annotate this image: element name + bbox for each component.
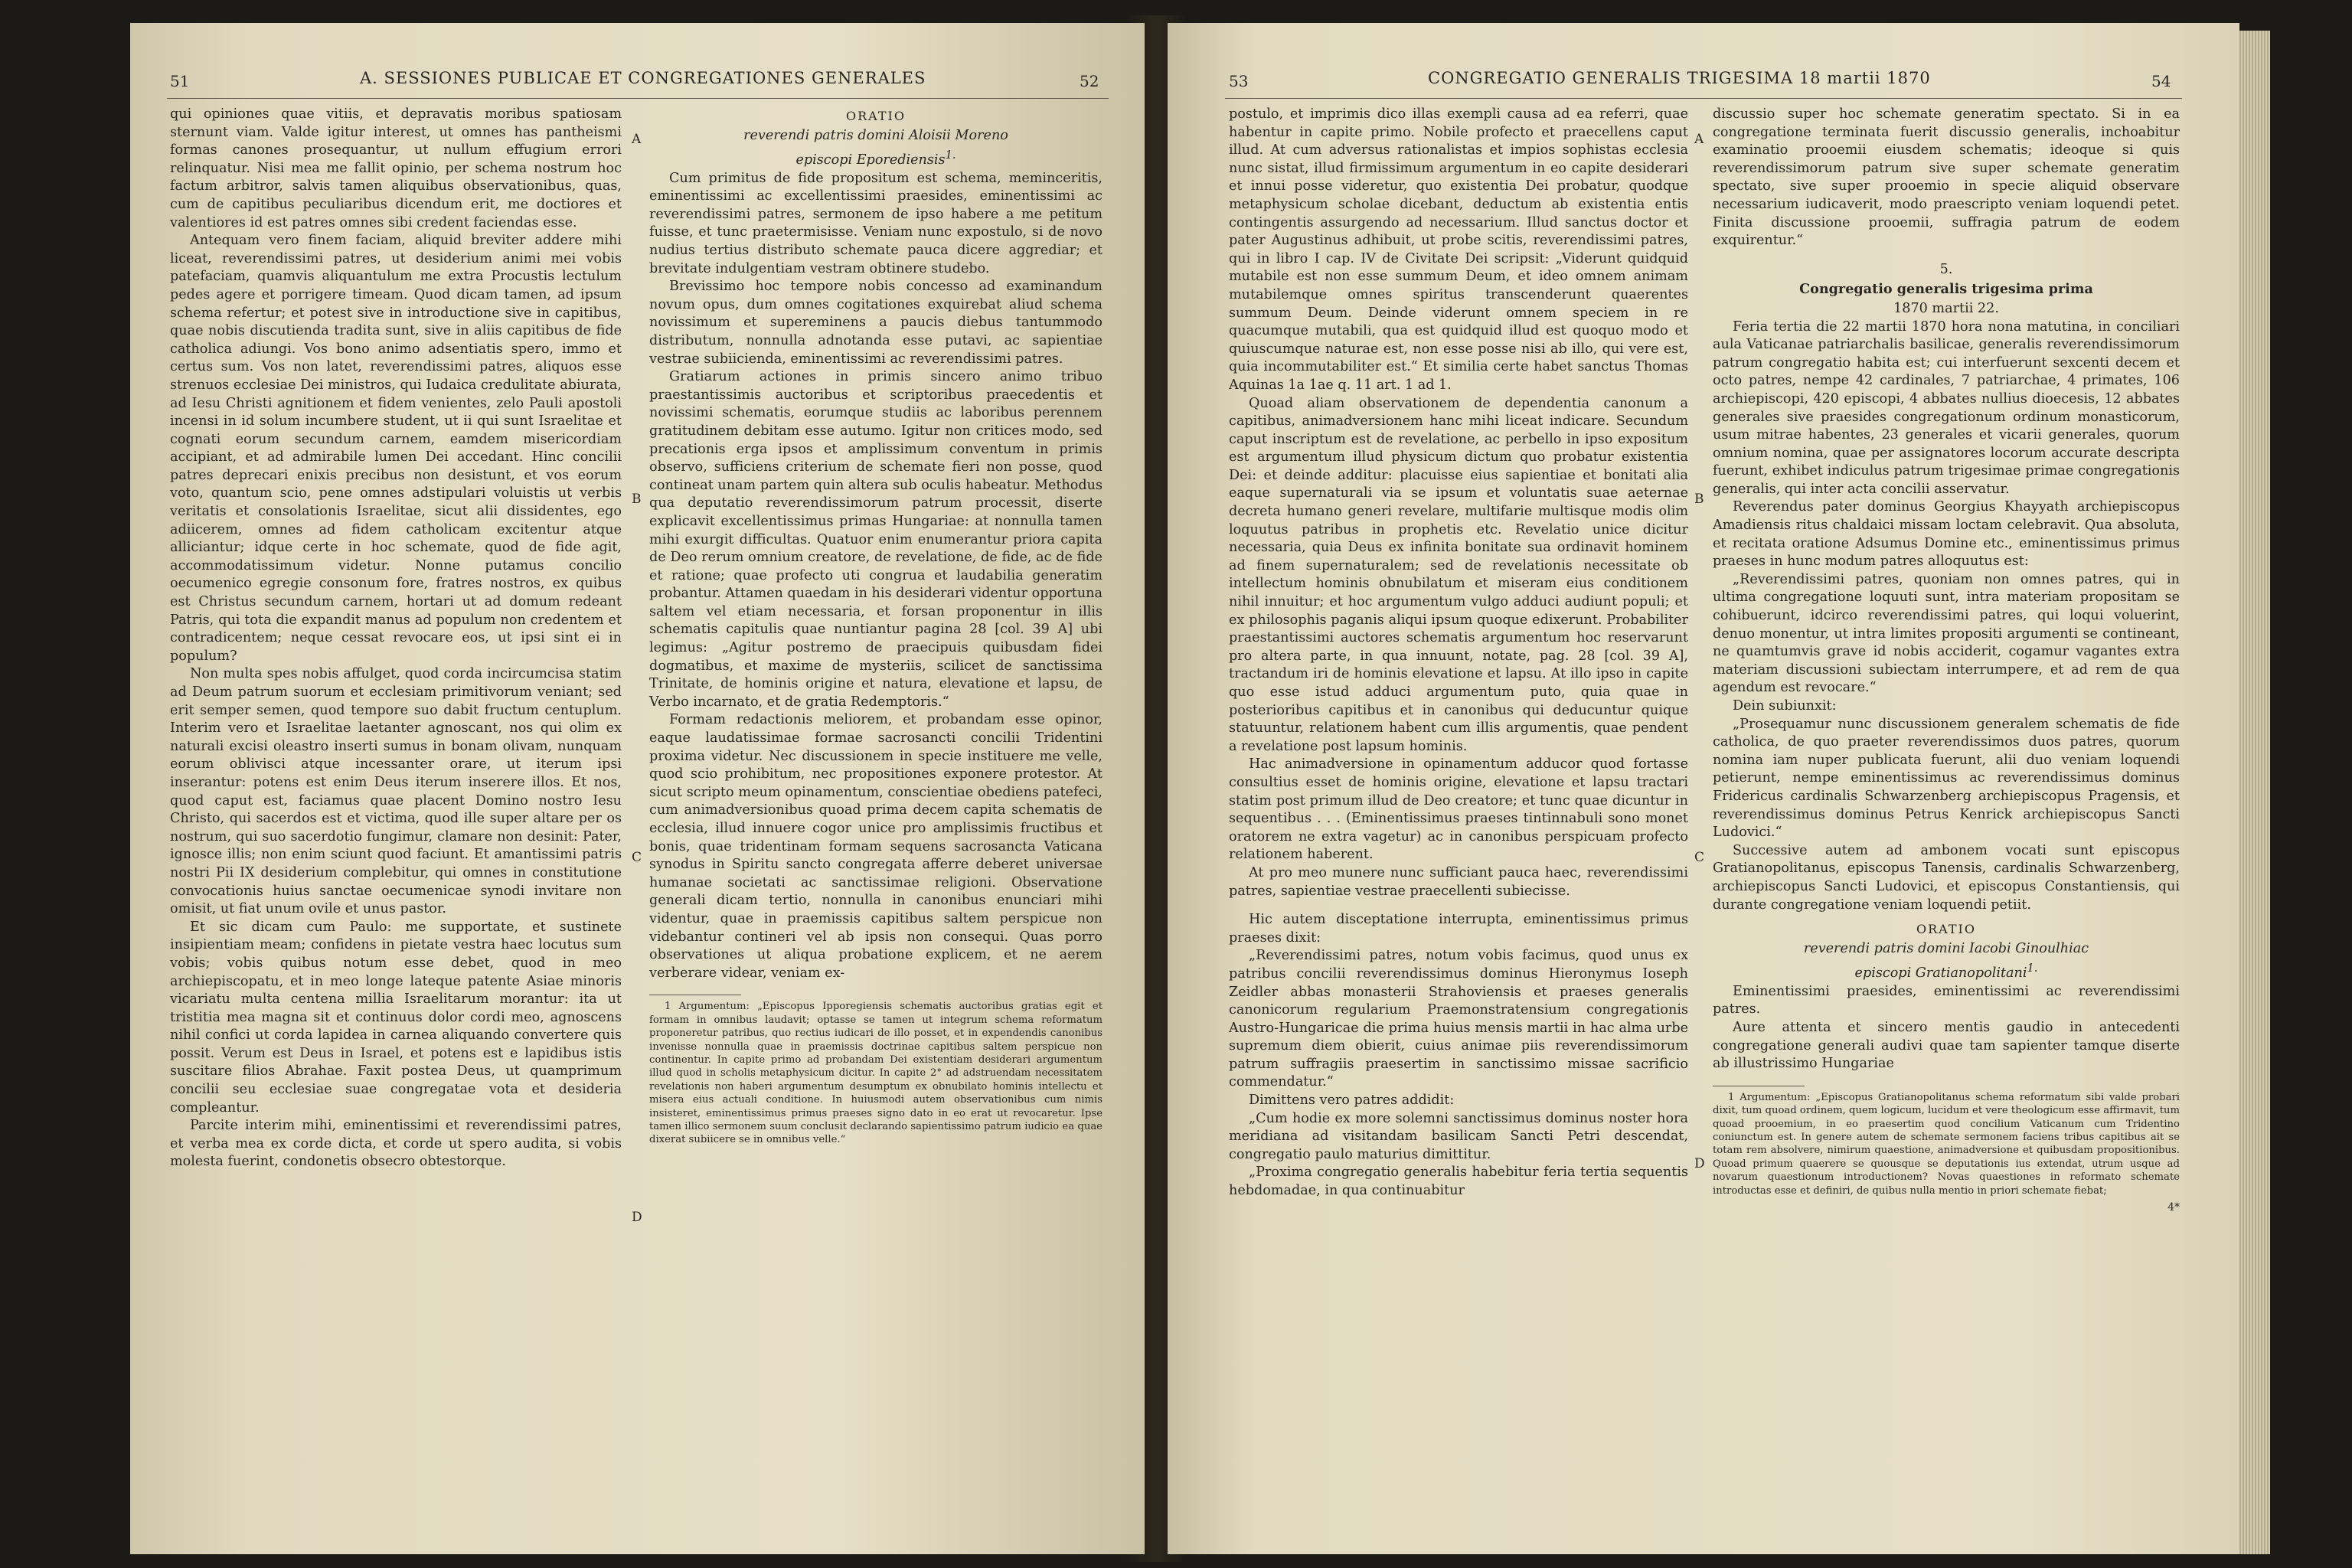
paragraph: Non multa spes nobis affulget, quod corda incircumcisa statim ad Deum patrum suorum et ecclesiam primitivorum veniant; sed erit semper semen, quod tempore suo dabit fructum centuplum. Interim vero et Israelitae laetanter agnoscant, nos qui olim ex naturali excisi oleastro inserti sumus in bonam olivam, nunquam eorum oblivisci atque incessanter orare, ut iterum ipsi inserantur: potens est enim Deus iterum inserere illos. Et nos, quod caput est, faciamus quae placent Domino nostro Iesu Christo, qui sacerdos est et victima, quod ille super altare per os nostrum, qui suo sacerdotio fungimur, clamare non desinit: Pater, ignosce illis; non enim sciunt quod faciunt. Et amantissimi patris nostri Pii IX desiderium complebitur, qui omnes in constitutione convocationis huius sanctae oecumenicae synodi invitare non omisit, ut fiat unum ovile et unus pastor. — [170, 666, 622, 917]
paragraph: „Cum hodie ex more solemni sanctissimus dominus noster hora meridiana ad visitandam basilicam Sancti Petri descendat, congregatio paulo maturius dimittitur. — [1229, 1110, 1688, 1162]
section-number: 5. — [1939, 261, 1953, 277]
right-page-column-2 — [1713, 106, 2180, 1217]
signature-mark: 4* — [2167, 1200, 2180, 1214]
paragraph: Successive autem ad ambonem vocati sunt episcopus Gratianopolitanus, episcopus Tanensis, cardinalis Schwarzenberg, archiepiscopus Sancti Ludovici, et episcopus Constantiensis, qui durante congregatione veniam loquendi petiit. — [1713, 842, 2180, 913]
header-rule — [1225, 98, 2182, 99]
paragraph: „Proxima congregatio generalis habebitur feria tertia sequentis hebdomadae, in qua continuabitur — [1229, 1165, 1688, 1199]
paragraph: „Reverendissimi patres, quoniam non omnes patres, qui in ultima congregatione loquuti sunt, intra materiam propositam se cohibuerunt, idcirco reverendissimi patres, qui loqui voluerint, denuo monentur, ut intra limites propositi argumenti se contineant, ne quamtumvis grave id nobis acciderit, cogamur vagantes extra materiam discussioni subiectam interrumpere, et ad rem de qua agendum est revocare.“ — [1713, 571, 2180, 696]
footnote-text: 1 Argumentum: „Episcopus Gratianopolitanus schema reformatum sibi valde probari dixit, tum quoad ordinem, quem logicum, lucidum et vere theologicum esse affirmavit, tum quoad prooemium, in eo praesertim quod concilium Vaticanum cum Tridentino coniunctum est. In genere autem de schemate sermonem faciens tribus capitibus ait se totam rem absolvere, nimirum quaestione, animadversione et quibusdam propositionibus. Quoad primum quaerere se quousque se deputationis ius extendat, utrum usque ad novarum quaestionum introductionem? Novas quaestiones in reformato schemate introductas esse et definiri, de quibus nulla mentio in priori schemate fiebat; — [1713, 1091, 2180, 1197]
paragraph: Dimittens vero patres addidit: — [1249, 1093, 1455, 1109]
speaker-see-text: episcopi Gratianopolitani — [1854, 965, 2027, 982]
paragraph: Feria tertia die 22 martii 1870 hora nona matutina, in conciliari aula Vaticanae patriarchalis basilicae, generalis reverendissimorum patrum congregatio habita est; cui interfuerunt sexcenti decem et octo patres, nempe 42 cardinales, 7 patriarchae, 4 primates, 106 archiepiscopi, 420 episcopi, 4 abbates nullius dioecesis, 12 abbates generales sive praesides congregationum ordinum monasticorum, usum mitrae habentes, 23 generales et vicarii generales, quorum omnium nomina, quae per assignatores locorum accurate descripta fuerunt, exhibet indiculus patrum trigesimae primae congregationis generalis, qui inter acta concilii asservatur. — [1713, 318, 2180, 497]
paragraph: Aure attenta et sincero mentis gaudio in antecedenti congregatione generali audivi quae tam sapienter tamque diserte ab illustrissimo Hungariae — [1713, 1019, 2180, 1072]
section-title: Congregatio generalis trigesima prima — [1799, 281, 2093, 298]
left-page — [130, 23, 1145, 1554]
running-header-left: A. SESSIONES PUBLICAE ET CONGREGATIONES GENERALES — [360, 69, 926, 87]
paragraph: Formam redactionis meliorem, et probandam esse opinor, eaque laudatissimae formae sacrosancti concilii Tridentini proxima videtur. Nec discussionem in specie instituere me velle, quod scio prohibitum, nec propositiones exponere protestor. At sicut scripto meum opinamentum, conscientiae obediens patefeci, cum animadversionibus quoad prima decem capita schematis de ecclesia, illud innuere cogor unice pro amplissimis fructibus et bonis, quae tridentinam formam sequens sacrosancta Vaticana synodus in Spiritu sancto congregata afferre deberet universae humanae societati ac sanctissimae religioni. Observatione generali dicam tertio, nonnulla in canonibus enunciari mihi videntur, quae in praemissis capitibus saltem perspicue non videbantur contineri vel ab ipsis non consequi. Quas porro observationes ut aliqua probatione explicem, et ne aerem verberare videar, veniam ex- — [649, 712, 1102, 981]
oratio-speaker: reverendi patris domini Iacobi Ginoulhiac — [1803, 940, 2089, 956]
paragraph: discussio super hoc schemate generatim spectato. Si in ea congregatione terminata fuerit discussio generalis, inchoabitur examinatio prooemii eiusdem schematis; ideoque si quis reverendissimorum patrum sive super schemate generatim spectato, sive super prooemio in specie aliquid observare necessarium iudicaverit, modo praescripto veniam loquendi petet. Finita discussione prooemii, suffragia patrum de eodem exquirentur.“ — [1713, 106, 2180, 249]
page-number-left-2: 52 — [1080, 72, 1099, 90]
paragraph: At pro meo munere nunc sufficiant pauca haec, reverendissimi patres, sapientiae vestrae praecellenti subiecisse. — [1229, 864, 1688, 899]
oratio-heading: ORATIO — [1916, 922, 1976, 937]
margin-marker-c: C — [1694, 850, 1705, 865]
paragraph: „Prosequamur nunc discussionem generalem schematis de fide catholica, de quo praeter reverendissimos duos patres, quorum nomina iam nuper publicata fuerunt, alii duo veniam loquendi petierunt, nempe eminentissimus ac reverendissimus dominus Fridericus cardinalis Schwarzenberg archiepiscopus Pragensis, et reverendissimus dominus Petrus Kenrick archiepiscopus Sancti Ludovici.“ — [1713, 716, 2180, 841]
margin-marker-c: C — [632, 850, 642, 865]
margin-marker-a: A — [1694, 132, 1704, 147]
margin-marker-b: B — [1694, 492, 1704, 507]
oratio-speaker: reverendi patris domini Aloisii Moreno — [743, 127, 1008, 143]
running-header-right: CONGREGATIO GENERALIS TRIGESIMA 18 martii 1870 — [1428, 69, 1931, 87]
oratio-speaker-see — [649, 146, 1102, 169]
paragraph: Quoad aliam observationem de dependentia canonum a capitibus, animadversionem hanc mihi liceat indicare. Secundum caput inscriptum est de revelatione, ac perbello in ipso expositum est argumentum illud physicum dictum quo probatur existentia Dei: et deinde additur: placuisse eius sapientiae et bonitati alia eaque supernaturali via se ipsum et voluntatis suae aeternae decreta humano generi revelare, multifarie multisque modis olim loquutus patribus in prophetis etc. Revelatio unice dicitur necessaria, quia Deus ex infinita bonitate sua ordinavit hominem ad finem supernaturalem; sed de revelationis necessitate ob intellectum hominis obnubilatum et miseram eius conditionem nihil innuitur; et hoc argumentum vulgo adduci audiunt populi; et ex philosophis paganis aliqui ipsum quoque edixerunt. Probabiliter praestantissimi auctores schematis argumentum hoc reservarunt pro altera parte, in qua innuunt, notate, pag. 28 [col. 39 A], tractandum iri de hominis elevatione et lapsu. At illo ipso in capite quo esse istud adduci argumentum puto, quia quae in posterioribus capitibus et in canonibus qui deducuntur quique statuuntur, relationem habent cum illis argumentis, quae pendent a revelatione post lapsum hominis. — [1229, 395, 1688, 754]
header-rule — [167, 98, 1109, 99]
right-page-column-1 — [1229, 106, 1688, 1200]
paragraph: Dein subiunxit: — [1733, 698, 1837, 714]
paragraph: Hic autem disceptatione interrupta, eminentissimus primus praeses dixit: — [1229, 912, 1688, 946]
footnote — [649, 995, 1102, 1146]
page-edges — [2239, 31, 2270, 1554]
paragraph: Cum primitus de fide propositum est schema, meminceritis, eminentissimi ac excellentissimi praesides, eminentissimi ac reverendissimi patres, sermonem de ipso habere a me petitum fuisse, et tunc praetermisisse. Veniam nunc expostulo, si de novo nudius tertius distributo schemate pauca dicere aggrediar; et brevitate indulgentiam vestram obtinere studebo. — [649, 170, 1102, 276]
paragraph: Et sic dicam cum Paulo: me supportate, et sustinete insipientiam meam; confidens in pietate vestra haec locutus sum vobis; vobis quibus notum esse debet, quod in meo archiepiscopatu, et in meo longe lateque patente Asiae minoris vicariatu multa centena millia Israelitarum morantur: ita ut tristitia mea magna sit et continuus dolor cordi meo, agnoscens nihil confici ut corda lapidea in carnea aliquando convertere quis possit. Verum est Deus in Israel, et potens est e lapidibus istis suscitare filios Abrahae. Faxit postea Deus, ut quamprimum concilii seu ecclesiae suae congregatae vota et desideria compleantur. — [170, 919, 622, 1116]
page-number-right-2: 54 — [2151, 72, 2171, 90]
oratio-heading: ORATIO — [846, 109, 906, 123]
paragraph: Eminentissimi praesides, eminentissimi ac reverendissimi patres. — [1713, 983, 2180, 1018]
paragraph: Antequam vero finem faciam, aliquid breviter addere mihi liceat, reverendissimi patres, ut desiderium animi mei vobis patefaciam, quamvis aliquantulum me extra Procustis lectulum pedes agere et porrigere timeam. Quod dicam tamen, ad ipsum schema refertur; et potest sive in introductione sive in capitibus, quae nobis discutienda tradita sunt, sive in aliis capitibus de fide catholica adiungi. Vos bono animo adsentiatis spero, immo et certus sum. Vos non latet, reverendissimi patres, aliquos esse strenuos ecclesiae Dei ministros, qui Iudaica credulitate abiurata, ad Iesu Christi agnitionem et fidem venientes, zelo Pauli apostoli incensi in id solum incumbere student, ut ii qui sunt Israelitae et cognati eorum secundum carnem, eamdem misericordiam accipiant, et ad admirabile lumen Dei accedant. Hinc concilii patres deprecari enixis precibus non desistunt, et vos eorum voto, quantum scio, pene omnes adstipulari voluistis ut verbis veritatis et consolationis Israelitae, sicut alii dissidentes, ego adiicerem, omnes ad fidem catholicam excitentur atque alliciantur; idque certe in hoc schemate, quod de fide agit, accommodatissimum videtur. Nonne putamus concilio oecumenico egregie consonum fore, fratres nostros, ex quibus est Christus secundum carnem, hortari ut ad domum redeant Patris, qui tota die expandit manus ad populum non credentem et contradicentem; neque cessat revocare eos, ut ipsi sint ei in populum? — [170, 233, 622, 664]
margin-marker-b: B — [632, 492, 642, 507]
left-page-column-1 — [170, 106, 622, 1171]
paragraph: Parcite interim mihi, eminentissimi et reverendissimi patres, et verba mea ex corde dicta, et corde ut spero audita, si vobis molesta fuerint, condonetis obsecro obtestorque. — [170, 1118, 622, 1170]
paragraph: Gratiarum actiones in primis sincero animo tribuo praestantissimis auctoribus et scriptoribus praecedentis et novissimi schematis, eorumque studiis ac laboribus perennem gratitudinem debitam esse autumo. Igitur non critices modo, sed precationis erga ipsos et amplissimum conventum in primis observo, sufficiens criterium de schemate fieri non posse, quod contineat unam partem quin altera sub oculis habeatur. Methodus qua deputatio reverendissimorum patrum processit, diserte explicavit excellentissimus primas Hungariae: at nonnulla tamen mihi exurgit difficultas. Quatuor enim enumerantur priora capita de Deo rerum omnium creatore, de revelatione, de fide, ac de fide et ratione; quae profecto uti congrua et laudabilia generatim probantur. Attamen quaedam in his desiderari videntur opportuna saltem vel etiam necessaria, et forsan proponentur in illis schematis capitulis quae nuntiantur pagina 28 [col. 39 A] ubi legimus: „Agitur postremo de praecipuis quibusdam fidei dogmatibus, et maxime de mysteriis, scilicet de sanctissima Trinitate, de hominis origine et natura, elevatione et lapsu, de Verbo incarnato, et de gratia Redemptoris.“ — [649, 369, 1102, 710]
paragraph: qui opiniones quae vitiis, et depravatis moribus spatiosam sternunt viam. Valde igitur interest, ut omnes has pantheismi formas canones prosequantur, ut nullum effugium errori relinquatur. Nisi mea me fallit opinio, per schema nostrum hoc factum arbitror, salvis tamen aliquibus observationibus, quas, cum de capitibus peculiaribus dicendum erit, me doctiores et valentiores id est patres omnes sibi credent faciendas esse. — [170, 106, 622, 230]
page-number-left: 51 — [170, 72, 190, 90]
paragraph: Hac animadversione in opinamentum adducor quod fortasse consultius esset de hominis origine, elevatione et lapsu tractari statim post primum illud de Deo creatore; et tunc quae dicuntur in sequentibus . . . (Eminentissimus praeses tintinnabuli sono monet oratorem ne extra vagetur) ac in canonibus perspicuam profecto relationem haberent. — [1229, 756, 1688, 863]
section-date: 1870 martii 22. — [1893, 300, 1999, 316]
page-number-right: 53 — [1229, 72, 1249, 90]
margin-marker-d: D — [1694, 1156, 1705, 1171]
speaker-see-text: episcopi Eporediensis — [795, 152, 946, 168]
left-page-column-2 — [649, 106, 1102, 1147]
paragraph: „Reverendissimi patres, notum vobis facimus, quod unus ex patribus concilii reverendissimus dominus Hieronymus Ioseph Zeidler abbas monasterii Strahoviensis et praeses generalis canonicorum regularium Praemonstratensium congregationis Austro-Hungaricae die prima huius mensis martii in hac alma urbe supremum diem obierit, cuius animae piis reverendissimorum patrum suffragiis praesertim in sanctissimo missae sacrificio commendatur.“ — [1229, 948, 1688, 1090]
paragraph: Reverendus pater dominus Georgius Khayyath archiepiscopus Amadiensis ritus chaldaici missam loctam celebravit. Qua absoluta, et recitata oratione Adsumus Domine etc., eminentissimus primus praeses in hunc modum patres alloquutus est: — [1713, 499, 2180, 570]
margin-marker-a: A — [632, 132, 642, 147]
footnote-text: 1 Argumentum: „Episcopus Ipporegiensis schematis auctoribus gratias egit et formam in omnibus laudavit; optasse se tamen ut integrum schema reformatum proponeretur patribus, quo rectius iudicari de illo posset, et in expendendis canonibus invenisse nonnulla quae in praemissis doctrinae capitibus saltem perspicue non continentur. In capite primo ad probandam Dei existentiam desiderari argumentum illud quod in scholis metaphysicum dicitur. In capite 2° ad adstruendam necessitatem revelationis non haberi argumentum desumptum ex obnubilato hominis intellectu et misera eius actuali conditione. In huiusmodi autem observationibus cum nimis insisteret, eminentissimus primus praeses signo dato in eo erat ut revocaretur. Ipse tamen illico sermonem suum conclusit declarando sapientissimo patrum iudicio ea quae dixerat subiicere se in omnibus velle.“ — [649, 1001, 1102, 1146]
paragraph: postulo, et imprimis dico illas exempli causa ad ea referri, quae habentur in capite primo. Nobile profecto et praecellens caput illud. At cum adversus rationalistas et impios sophistas ecclesia nunc sistat, illud firmissimum argumentum in eo capite desiderari et innui posse videretur, quo existentia Dei probatur, quodque metaphysicum scholae dicebant, deductum ab existentia entis contingentis assurgendo ad necessarium. Illud sanctus doctor et pater Augustinus adhibuit, ut probe scitis, reverendissimi patres, qui in libro I cap. IV de Civitate Dei scripsit: „Viderunt quidquid mutabile est non esse summum Deum, et ideo omnem animam mutabilemque omnes spiritus transcenderunt quaerentes summum Deum. Deinde viderunt omnem speciem in re quacumque mutabili, qua est quidquid illud est quoquo modo et quiuscumque naturae est, non esse posse nisi ab illo, qui vere est, quia incommutabiliter est.“ Et similia certe habet sanctus Thomas Aquinas 1a 1ae q. 11 art. 1 ad 1. — [1229, 106, 1688, 393]
paragraph: Brevissimo hoc tempore nobis concesso ad examinandum novum opus, dum omnes cogitationes exquirebat aliud schema novissimum et supereminens a paucis diebus tantummodo distributum, nonnulla adnotanda esse putavi, ac sapientiae vestrae subiicienda, eminentissimi ac reverendissimi patres. — [649, 279, 1102, 367]
margin-marker-d: D — [632, 1210, 642, 1225]
footnote — [1713, 1086, 2180, 1197]
right-page — [1168, 23, 2239, 1554]
footnote-ref: 1. — [2027, 962, 2038, 975]
oratio-speaker-see — [1713, 959, 2180, 982]
footnote-ref: 1. — [945, 149, 956, 162]
